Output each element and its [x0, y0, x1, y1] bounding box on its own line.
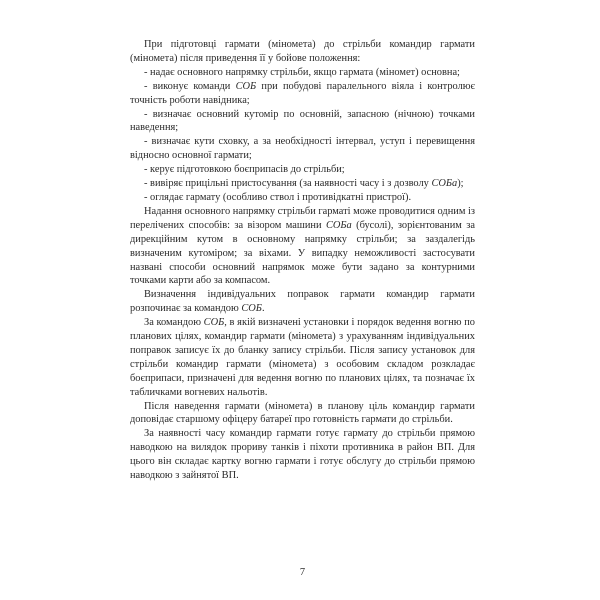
- paragraph: За наявності часу командир гармати готує гармату до стрільби прямою наводкою на вилядок прориву танків і піхоти противника в район ВП. Для цього він складає картку вогню гармати і готує обслугу до стрільби прямою наводкою з зайнятої ВП.: [130, 428, 475, 482]
- page-number: 7: [299, 567, 306, 578]
- paragraph: Після наведення гармати (міномета) в планову ціль командир гармати доповідає старшому офіцеру батареї про готовність гармати до стрільби.: [130, 400, 475, 426]
- list-item: - визначає кути сховку, а за необхідності інтервал, уступ і перевищення відносно основної гармати;: [130, 136, 475, 162]
- list-item: - визначає основний кутомір по основній, запасною (нічною) точками наведення;: [130, 108, 475, 134]
- document-page: [130, 38, 475, 583]
- paragraph: Визначення індивідуальних поправок гармати командир гармати розпочинає за командою СОБ.: [130, 289, 475, 315]
- paragraph: За командою СОБ, в якій визначені установки і порядок ведення вогню по планових цілях, командир гармати (міномета) з урахуванням індивідуальних поправок записує їх до бланку запису стрільби. Після запису установок для стрільби командир гармати (міномета) з особовим складом розкладає боєприпаси, призначені для ведення вогню по планових цілях, та позначає їх табличками вогневих нальотів.: [130, 317, 475, 398]
- list-item: - оглядає гармату (особливо ствол і противідкатні пристрої).: [144, 191, 412, 203]
- list-item: - виконує команди СОБ при побудові паралельного віяла і контролює точність роботи навідника;: [130, 80, 475, 106]
- list-item: - надає основного напрямку стрільби, якщо гармата (міномет) основна;: [144, 66, 460, 78]
- list-item: - вивіряє прицільні пристосування (за наявності часу і з дозволу СОБа);: [144, 178, 464, 190]
- paragraph-intro: При підготовці гармати (міномета) до стрільби командир гармати (міномета) після приведення її у бойове положення:: [130, 39, 475, 64]
- list-item: - керує підготовкою боєприпасів до стрільби;: [144, 164, 345, 176]
- paragraph: Надання основного напрямку стрільби гарматі може проводитися одним із перелічених способів: за візором машини СОБа (бусолі), зорієнтованим за дирекційним кутом в основному напрямку стрільби; за заздалегідь визначеним кутоміром; за віхами. У випадку неможливості застосувати названі способи основний напрямок може бути задано за контурними точками карти або за компасом.: [130, 205, 475, 287]
